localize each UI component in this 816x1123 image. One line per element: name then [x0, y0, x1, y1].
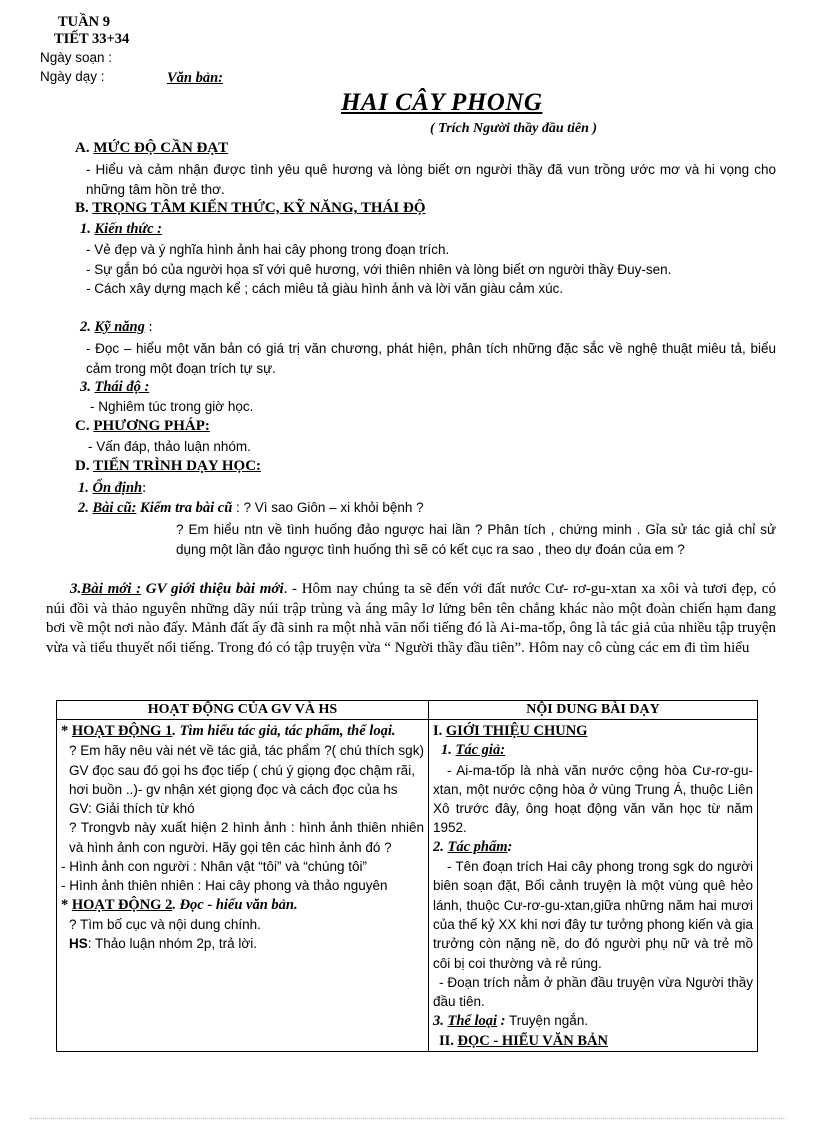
page-subtitle: ( Trích Người thầy đầu tiên ) [430, 121, 598, 136]
week-label: TUẦN 9 [58, 14, 110, 30]
activity-2-title: . Đọc - hiểu văn bản. [172, 896, 298, 913]
skills-colon: : [144, 319, 153, 335]
new-lesson-label: Bài mới : [81, 581, 142, 597]
attitude-text: - Nghiêm túc trong giờ học. [90, 399, 254, 414]
skills-text: - Đọc – hiểu một văn bản có giá trị văn chương, phát hiện, phân tích những đặc sắc về nghệ thuật miêu tả, biểu cảm trong một đoạn trích tự sự. [86, 341, 776, 376]
old-lesson-label: Bài cũ: [92, 500, 137, 516]
page-title: HAI CÂY PHONG [341, 89, 543, 116]
section-c-number: C. [75, 418, 90, 434]
activity-1-label: HOẠT ĐỘNG 1 [71, 723, 173, 739]
new-lesson-number: 3. [70, 581, 82, 597]
content-cell [429, 720, 758, 1052]
author-number: 1. [441, 742, 452, 759]
work-label: Tác phẩm [447, 838, 508, 855]
activity-1-title: . Tìm hiểu tác giả, tác phẩm, thể loại. [172, 723, 396, 739]
section-c-heading [75, 418, 210, 435]
genre-label: Thể loại [447, 1013, 498, 1030]
author-heading [433, 741, 753, 760]
col-header-activities: HOẠT ĐỘNG CỦA GV VÀ HS [57, 701, 429, 720]
content-section-2-heading [433, 1032, 753, 1051]
activity-2-heading [61, 896, 424, 915]
section-a-number: A. [75, 140, 90, 156]
work-colon: : [507, 838, 513, 855]
page-bottom-rule [30, 1118, 786, 1119]
activity-question: ? Em hãy nêu vài nét về tác giả, tác phẩm ?( chú thích sgk) [69, 743, 424, 759]
knowledge-list [86, 240, 776, 299]
attitude-label: Thái độ : [94, 379, 150, 395]
hs-label: HS [69, 936, 88, 952]
genre-line [433, 1011, 753, 1031]
section-b-heading [75, 200, 425, 217]
col-header-content: NỘI DUNG BÀI DẠY [429, 701, 758, 720]
gv-text: : Giải thích từ khó [88, 801, 195, 817]
section-b-number: B. [75, 200, 89, 216]
teach-date-label: Ngày dạy : [40, 69, 105, 84]
skills-heading [80, 319, 153, 336]
section-c-text: - Vấn đáp, thảo luận nhóm. [88, 439, 251, 454]
work-number: 2. [433, 838, 444, 855]
section-d-heading [75, 458, 261, 475]
new-lesson-paragraph [46, 580, 776, 658]
section-a-heading [75, 140, 228, 157]
section-b-title: TRỌNG TÂM KIẾN THỨC, KỸ NĂNG, THÁI ĐỘ [92, 200, 426, 216]
knowledge-number: 1. [80, 221, 91, 237]
skills-label: Kỹ năng [94, 319, 145, 335]
activity-2-label: HOẠT ĐỘNG 2 [71, 896, 173, 913]
old-lesson-check-label: Kiểm tra bài cũ [140, 500, 233, 516]
old-lesson-question-2: ? Em hiểu ntn về tình huống đảo ngược hai lần ? Phân tích , chứng minh . Gỉa sử tác giả chỉ sử dụng một lần đảo ngược tình huống thì sẽ có kết cục ra sao , theo dự đoán của em ? [176, 522, 776, 557]
stabilize-heading [78, 480, 146, 497]
hs-text: : Thảo luận nhóm 2p, trả lời. [87, 936, 257, 952]
author-text: - Ai-ma-tốp là nhà văn nước cộng hòa Cư-rơ-gu-xtan, một nước cộng hòa ở vùng Trung Á, thuộc Liên Xô trước đây, ông hoạt động văn văn học từ năm 1952. [433, 762, 753, 836]
knowledge-label: Kiến thức : [94, 221, 162, 237]
old-lesson-question-1: : ? Vì sao Giôn – xi khỏi bệnh ? [232, 500, 424, 515]
activity-1-bullet: * [61, 723, 72, 739]
section-d-title: TIẾN TRÌNH DẠY HỌC: [93, 458, 262, 474]
new-lesson-text: . - Hôm nay chúng ta sẽ đến với đất nước Cư- rơ-gu-xtan xa xôi và tươi đẹp, có núi đồi và thảo nguyên những dãy núi trập trùng và áng mây lơ lửng bên tên chẳng khác nào một đoàn chiến hạm đang bơi về một nơi nào đấy. Mảnh đất ấy đã sinh ra một nhà văn nổi tiếng đó là Ai-ma-tốp, ông là tác giả của nhiều tập truyện vừa và tiểu thuyết nổi tiếng. Trong đó có tập truyện vừa “ Người thầy đầu tiên”. Hôm nay cô cùng các em đi tìm hiểu [46, 581, 776, 656]
table-row [57, 720, 758, 1052]
content-section-2-number: II. [439, 1032, 454, 1049]
activity-answer: - Hình ảnh thiên nhiên : Hai cây phong và thảo nguyên [61, 878, 388, 894]
section-d-number: D. [75, 458, 90, 474]
text-type-label: Văn bản: [167, 70, 224, 86]
old-lesson-line [78, 500, 424, 517]
skills-number: 2. [80, 319, 91, 335]
activity-1-heading [61, 722, 424, 741]
content-section-1-number: I. [433, 723, 443, 739]
prep-date-label: Ngày soạn : [40, 50, 113, 65]
activity-question: ? Tìm bố cục và nội dung chính. [69, 916, 261, 932]
knowledge-item: - Vẻ đẹp và ý nghĩa hình ảnh hai cây phong trong đoạn trích. [86, 242, 450, 257]
content-section-1-title: GIỚI THIỆU CHUNG [445, 723, 588, 739]
attitude-number: 3. [80, 379, 91, 395]
genre-text: Truyện ngắn. [505, 1013, 589, 1029]
table-header-row [57, 701, 758, 720]
stabilize-label: Ổn định [92, 480, 143, 496]
activity-2-bullet: * [61, 896, 72, 913]
content-section-2-title: ĐỌC - HIỂU VĂN BẢN [457, 1032, 608, 1049]
attitude-heading [80, 379, 149, 396]
author-label: Tác giả: [455, 742, 506, 759]
section-a-text: - Hiểu và cảm nhận được tình yêu quê hương và lòng biết ơn người thầy đã vun trồng ước mơ và hi vọng cho những tâm hồn trẻ thơ. [86, 162, 776, 197]
stabilize-number: 1. [78, 480, 89, 496]
old-lesson-number: 2. [78, 500, 89, 516]
activity-note [61, 799, 424, 818]
activity-question: ? Trongvb này xuất hiện 2 hình ảnh : hình ảnh thiên nhiên và hình ảnh con người. Hãy gọi tên các hình ảnh đó ? [69, 820, 424, 855]
work-heading [433, 838, 753, 857]
section-c-title: PHƯƠNG PHÁP: [93, 418, 210, 434]
work-text: - Tên đoạn trích Hai cây phong trong sgk do người biên soạn đặt, Bối cảnh truyện là một vùng quê hẻo lánh, thuộc Cư-rơ-gu-xtan,giữa những năm hai mươi của thế kỷ XX khi nơi đây tư tưởng phong kiến và gia trưởng còn nặng nề, do đó người phụ nữ và trẻ mồ côi bị coi thường và rẻ rúng. [433, 859, 753, 971]
stabilize-colon: : [142, 480, 147, 496]
genre-number: 3. [433, 1013, 444, 1030]
new-lesson-intro: GV giới thiệu bài mới [145, 581, 284, 597]
content-section-1-heading [433, 722, 753, 741]
lesson-label: TIẾT 33+34 [54, 31, 130, 47]
activities-cell [57, 720, 429, 1052]
knowledge-heading [80, 221, 162, 238]
gv-label: GV [69, 801, 89, 817]
activity-note: GV đọc sau đó gọi hs đọc tiếp ( chú ý giọng đọc chậm rãi, hơi buồn ..)- gv nhận xét giọng đọc và cách đọc của hs [69, 762, 415, 797]
knowledge-item: - Cách xây dựng mạch kể ; cách miêu tả giàu hình ảnh và lời văn giàu cảm xúc. [86, 281, 564, 296]
activity-note [61, 934, 424, 953]
knowledge-item: - Sự gắn bó của người họa sĩ với quê hương, với thiên nhiên và lòng biết ơn người thầy Đuy-sen. [86, 261, 672, 277]
section-a-title: MỨC ĐỘ CẦN ĐẠT [93, 140, 229, 156]
genre-colon: : [497, 1013, 506, 1030]
activity-answer: - Hình ảnh con người : Nhân vật “tôi” và “chúng tôi” [61, 859, 368, 875]
work-text: - Đoạn trích nằm ở phần đầu truyện vừa Người thầy đầu tiên. [433, 974, 753, 1010]
lesson-table [56, 700, 758, 1052]
